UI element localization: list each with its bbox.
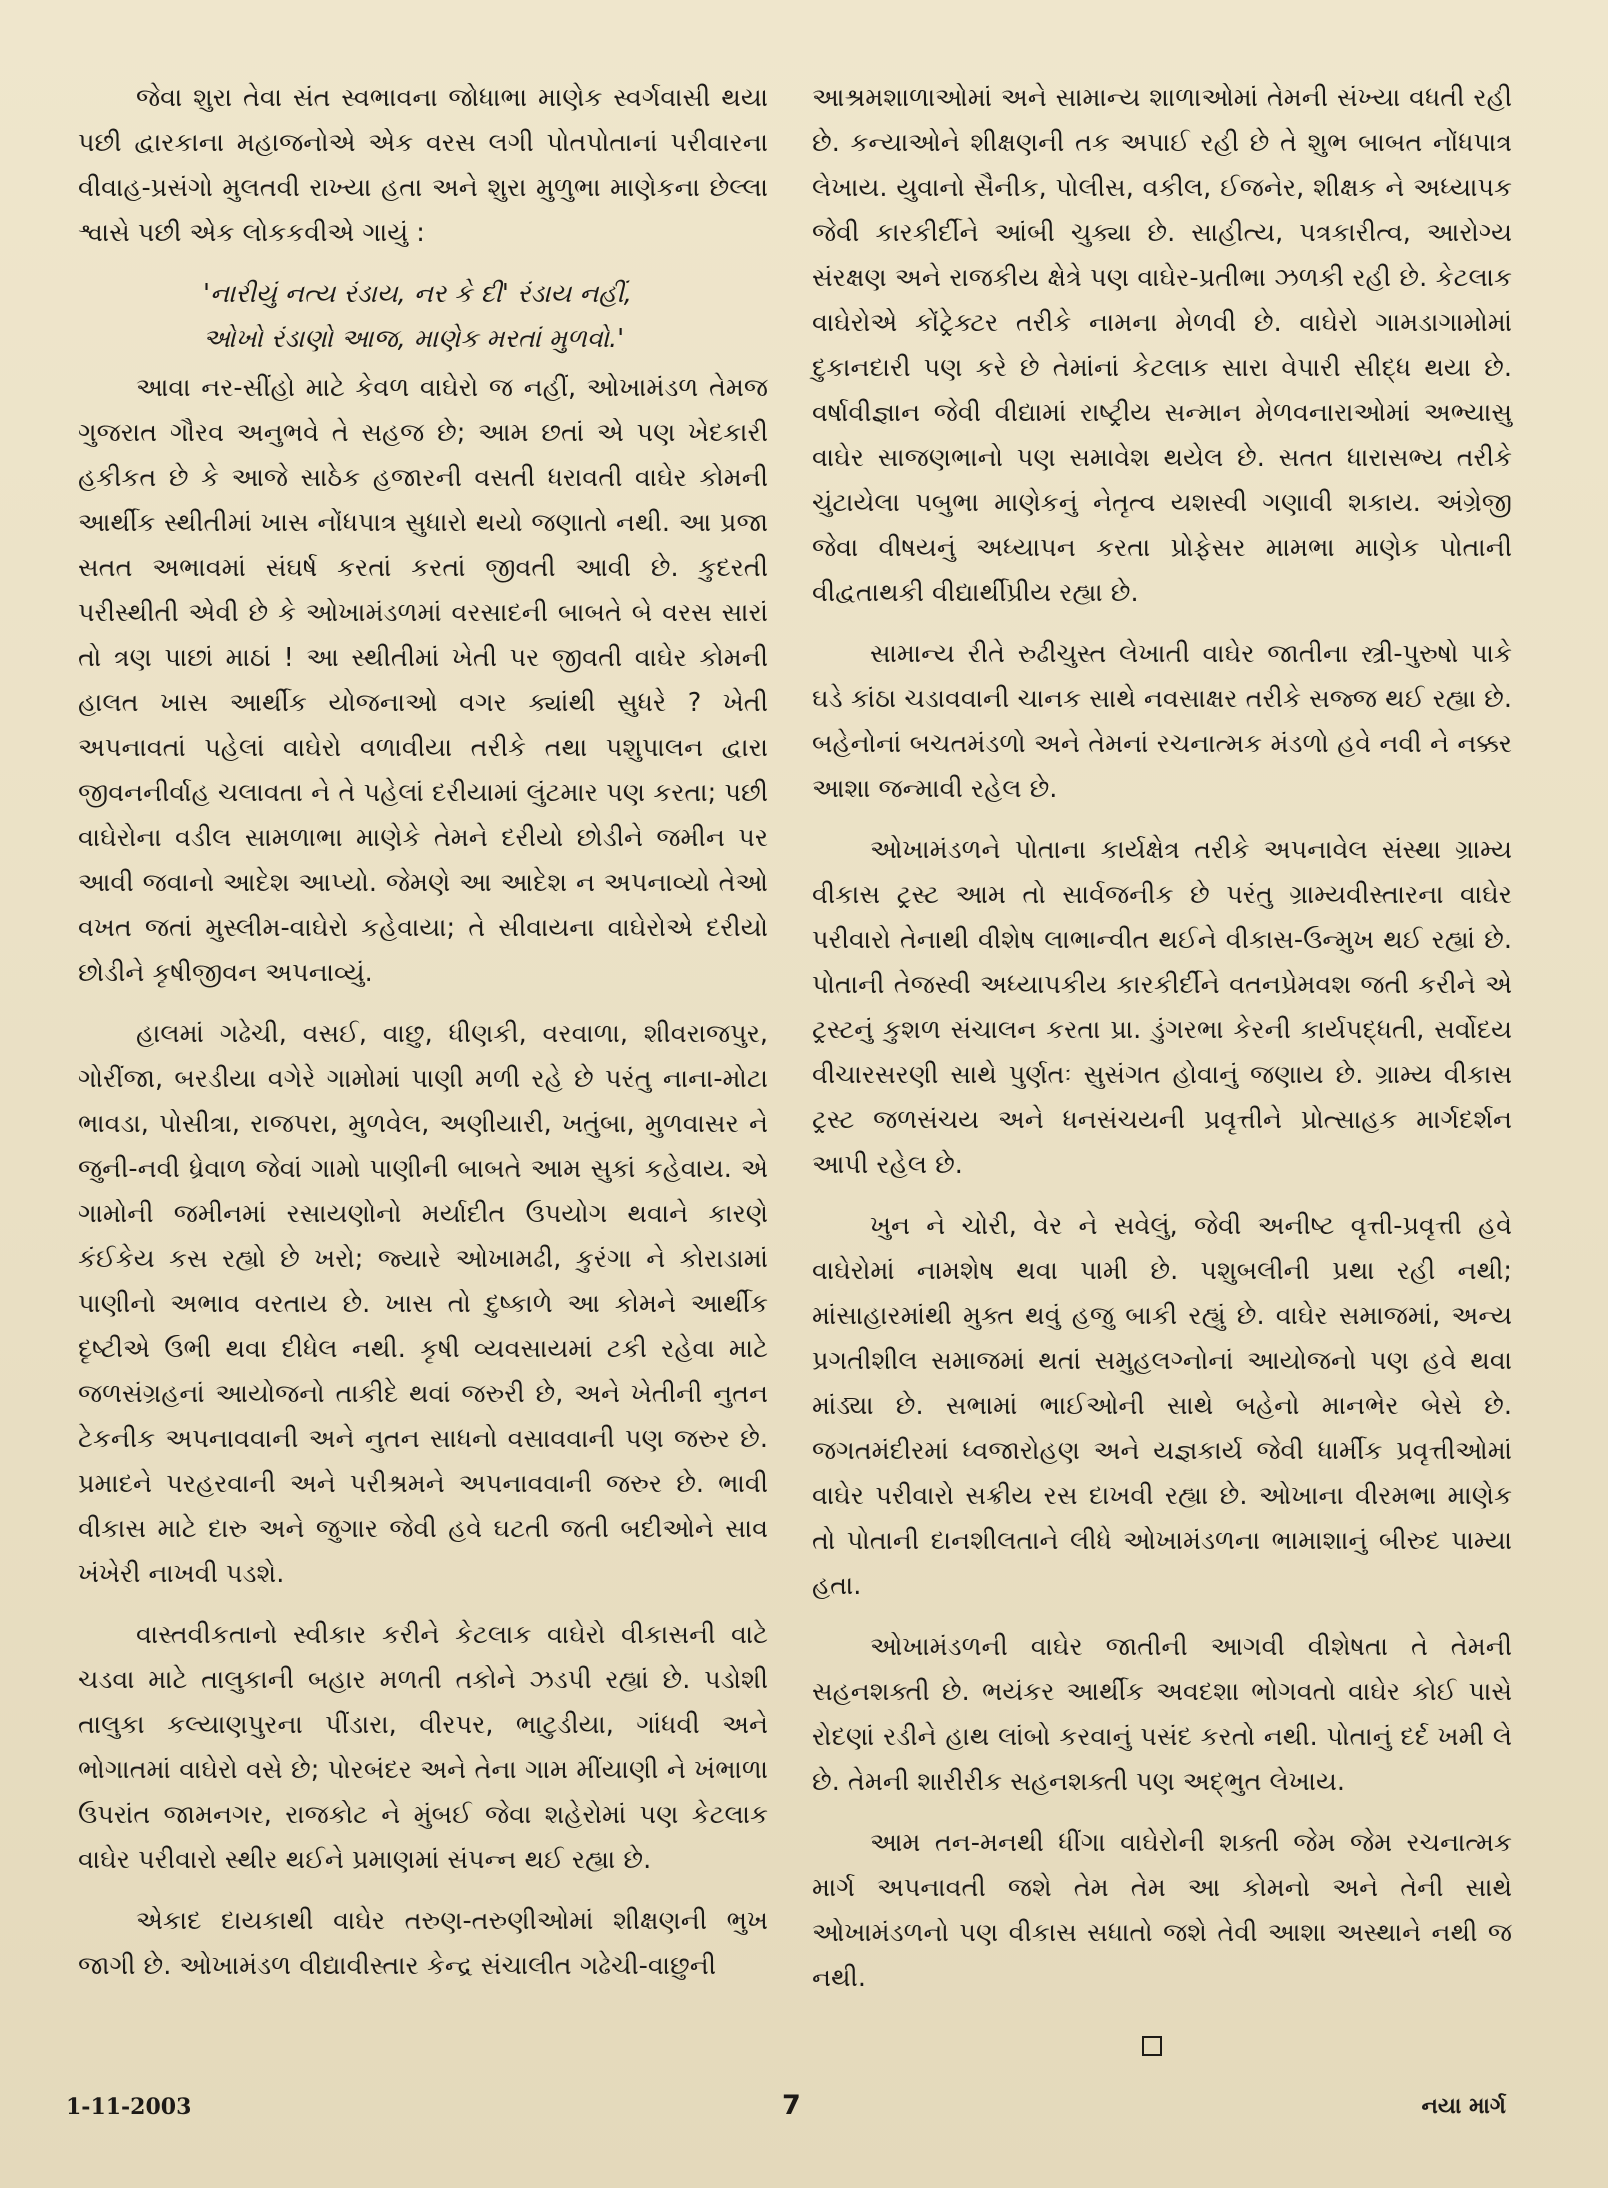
- verse-line: 'નારીયું નત્ય રંડાય, નર કે દી' રંડાય નહીં,: [203, 279, 632, 309]
- magazine-name: નયા માર્ગ: [1421, 2094, 1506, 2119]
- paragraph: જેવા શુરા તેવા સંત સ્વભાવના જોધાભા માણેક સ્વર્ગવાસી થયા પછી દ્વારકાના મહાજનોએ એક વરસ લગી પોતપોતાનાં પરીવારના વીવાહ-પ્રસંગો મુલતવી રાખ્યા હતા અને શુરા મુળુભા માણેકના છેલ્લા શ્વાસે પછી એક લોકકવીએ ગાયું :: [78, 83, 768, 248]
- paragraph: હાલમાં ગઢેચી, વસઈ, વાછુ, ધીણકી, વરવાળા, શીવરાજપુર, ગોરીંજા, બરડીયા વગેરે ગામોમાં પાણી મળી રહે છે પરંતુ નાના-મોટા ભાવડા, પોસીત્રા, રાજપરા, મુળવેલ, અણીયારી, ખતુંબા, મુળવાસર ને જુની-નવી ધ્રેવાળ જેવાં ગામો પાણીની બાબતે આમ સુકાં કહેવાય. એ ગામોની જમીનમાં રસાયણોનો મર્યાદીત ઉપયોગ થવાને કારણે કંઈકેય કસ રહ્યો છે ખરો; જ્યારે ઓખામઢી, કુરંગા ને કોરાડામાં પાણીનો અભાવ વરતાય છે. ખાસ તો દુષ્કાળે આ કોમને આર્થીક દૃષ્ટીએ ઉભી થવા દીધેલ નથી. કૃષી વ્યવસાયમાં ટકી રહેવા માટે જળસંગ્રહનાં આયોજનો તાકીદે થવાં જરુરી છે, અને ખેતીની નુતન ટેકનીક અપનાવવાની અને નુતન સાધનો વસાવવાની પણ જરુર છે. પ્રમાદને પરહરવાની અને પરીશ્રમને અપનાવવાની જરુર છે. ભાવી વીકાસ માટે દારુ અને જુગાર જેવી હવે ઘટતી જતી બદીઓને સાવ ખંખેરી નાખવી પડશે.: [78, 1019, 768, 1589]
- right-column: [812, 76, 1512, 2017]
- paragraph: સામાન્ય રીતે રુઢીચુસ્ત લેખાતી વાઘેર જાતીના સ્ત્રી-પુરુષો પાકે ઘડે કાંઠા ચડાવવાની ચાનક સાથે નવસાક્ષર તરીકે સજ્જ થઈ રહ્યા છે. બહેનોનાં બચતમંડળો અને તેમનાં રચનાત્મક મંડળો હવે નવી ને નક્કર આશા જન્માવી રહેલ છે.: [812, 639, 1512, 804]
- page-footer: [66, 2090, 1506, 2126]
- page-number: 7: [782, 2090, 801, 2121]
- issue-date: 1-11-2003: [66, 2094, 192, 2120]
- verse-line: ઓખો રંડાણો આજ, માણેક મરતાં મુળવો.': [203, 324, 625, 354]
- paragraph: એકાદ દાયકાથી વાઘેર તરુણ-તરુણીઓમાં શીક્ષણની ભુખ જાગી છે. ઓખામંડળ વીદ્યાવીસ્તાર કેન્દ્ર સંચાલીત ગઢેચી-વાછુની: [78, 1906, 768, 1981]
- paragraph: આમ તન-મનથી ધીંગા વાઘેરોની શક્તી જેમ જેમ રચનાત્મક માર્ગ અપનાવતી જશે તેમ તેમ આ કોમનો અને તેની સાથે ઓખામંડળનો પણ વીકાસ સધાતો જશે તેવી આશા અસ્થાને નથી જ નથી.: [812, 1828, 1512, 1993]
- paragraph: ખુન ને ચોરી, વેર ને સવેલું, જેવી અનીષ્ટ વૃત્તી-પ્રવૃત્તી હવે વાઘેરોમાં નામશેષ થવા પામી છે. પશુબલીની પ્રથા રહી નથી; માંસાહારમાંથી મુક્ત થવું હજુ બાકી રહ્યું છે. વાઘેર સમાજમાં, અન્ય પ્રગતીશીલ સમાજમાં થતાં સમુહલગ્નોનાં આયોજનો પણ હવે થવા માંડ્યા છે. સભામાં ભાઈઓની સાથે બહેનો માનભેર બેસે છે. જગતમંદીરમાં ધ્વજારોહણ અને યજ્ઞકાર્ય જેવી ધાર્મીક પ્રવૃત્તીઓમાં વાઘેર પરીવારો સક્રીય રસ દાખવી રહ્યા છે. ઓખાના વીરમભા માણેક તો પોતાની દાનશીલતાને લીધે ઓખામંડળના ભામાશાનું બીરુદ પામ્યા હતા.: [812, 1211, 1512, 1601]
- left-column: [78, 76, 768, 2005]
- article-end-square-icon: [1142, 2036, 1162, 2056]
- paragraph: વાસ્તવીકતાનો સ્વીકાર કરીને કેટલાક વાઘેરો વીકાસની વાટે ચડવા માટે તાલુકાની બહાર મળતી તકોને ઝડપી રહ્યાં છે. પડોશી તાલુકા કલ્યાણપુરના પીંડારા, વીરપર, ભાટુડીયા, ગાંધવી અને ભોગાતમાં વાઘેરો વસે છે; પોરબંદર અને તેના ગામ મીંયાણી ને ખંભાળા ઉપરાંત જામનગર, રાજકોટ ને મુંબઈ જેવા શહેરોમાં પણ કેટલાક વાઘેર પરીવારો સ્થીર થઈને પ્રમાણમાં સંપન્ન થઈ રહ્યા છે.: [78, 1620, 769, 1875]
- folk-verse: [78, 272, 768, 362]
- paragraph-continued: આશ્રમશાળાઓમાં અને સામાન્ય શાળાઓમાં તેમની સંખ્યા વધતી રહી છે. કન્યાઓને શીક્ષણની તક અપાઈ રહી છે તે શુભ બાબત નોંધપાત્ર લેખાય. યુવાનો સૈનીક, પોલીસ, વકીલ, ઈજનેર, શીક્ષક ને અધ્યાપક જેવી કારકીર્દીને આંબી ચુક્યા છે. સાહીત્ય, પત્રકારીત્વ, આરોગ્ય સંરક્ષણ અને રાજકીય ક્ષેત્રે પણ વાઘેર-પ્રતીભા ઝળકી રહી છે. કેટલાક વાઘેરોએ કોંટ્રેક્ટર તરીકે નામના મેળવી છે. વાઘેરો ગામડાગામોમાં દુકાનદારી પણ કરે છે તેમાંનાં કેટલાક સારા વેપારી સીદ્ધ થયા છે. વર્ષાવીજ્ઞાન જેવી વીદ્યામાં રાષ્ટ્રીય સન્માન મેળવનારાઓમાં અભ્યાસુ વાઘેર સાજણભાનો પણ સમાવેશ થયેલ છે. સતત ધારાસભ્ય તરીકે ચુંટાયેલા પબુભા માણેકનું નેતૃત્વ યશસ્વી ગણાવી શકાય. અંગ્રેજી જેવા વીષયનું અધ્યાપન કરતા પ્રોફેસર મામભા માણેક પોતાની વીદ્વતાથકી વીદ્યાર્થીપ્રીય રહ્યા છે.: [812, 83, 1512, 608]
- paragraph: ઓખામંડળની વાઘેર જાતીની આગવી વીશેષતા તે તેમની સહનશક્તી છે. ભયંકર આર્થીક અવદશા ભોગવતો વાઘેર કોઈ પાસે રોદણાં રડીને હાથ લાંબો કરવાનું પસંદ કરતો નથી. પોતાનું દર્દ ખમી લે છે. તેમની શારીરીક સહનશક્તી પણ અદ્ભુત લેખાય.: [812, 1632, 1512, 1797]
- paragraph: આવા નર-સીંહો માટે કેવળ વાઘેરો જ નહીં, ઓખામંડળ તેમજ ગુજરાત ગૌરવ અનુભવે તે સહજ છે; આમ છતાં એ પણ ખેદકારી હકીકત છે કે આજે સાઠેક હજારની વસતી ધરાવતી વાઘેર કોમની આર્થીક સ્થીતીમાં ખાસ નોંધપાત્ર સુધારો થયો જણાતો નથી. આ પ્રજા સતત અભાવમાં સંઘર્ષ કરતાં કરતાં જીવતી આવી છે. કુદરતી પરીસ્થીતી એવી છે કે ઓખામંડળમાં વરસાદની બાબતે બે વરસ સારાં તો ત્રણ પાછાં માઠાં ! આ સ્થીતીમાં ખેતી પર જીવતી વાઘેર કોમની હાલત ખાસ આર્થીક યોજનાઓ વગર ક્યાંથી સુધરે ? ખેતી અપનાવતાં પહેલાં વાઘેરો વળાવીયા તરીકે તથા પશુપાલન દ્વારા જીવનનીર્વાહ ચલાવતા ને તે પહેલાં દરીયામાં લુંટમાર પણ કરતા; પછી વાઘેરોના વડીલ સામળાભા માણેકે તેમને દરીયો છોડીને જમીન પર આવી જવાનો આદેશ આપ્યો. જેમણે આ આદેશ ન અપનાવ્યો તેઓ વખત જતાં મુસ્લીમ-વાઘેરો કહેવાયા; તે સીવાયના વાઘેરોએ દરીયો છોડીને કૃષીજીવન અપનાવ્યું.: [78, 373, 768, 988]
- paragraph: ઓખામંડળને પોતાના કાર્યક્ષેત્ર તરીકે અપનાવેલ સંસ્થા ગ્રામ્ય વીકાસ ટ્રસ્ટ આમ તો સાર્વજનીક છે પરંતુ ગ્રામ્યવીસ્તારના વાઘેર પરીવારો તેનાથી વીશેષ લાભાન્વીત થઈને વીકાસ-ઉન્મુખ થઈ રહ્યાં છે. પોતાની તેજસ્વી અધ્યાપકીય કારકીર્દીને વતનપ્રેમવશ જતી કરીને એ ટ્રસ્ટનું કુશળ સંચાલન કરતા પ્રા. ડુંગરભા કેરની કાર્યપદ્ધતી, સર્વોદય વીચારસરણી સાથે પુર્ણતઃ સુસંગત હોવાનું જણાય છે. ગ્રામ્ય વીકાસ ટ્રસ્ટ જળસંચય અને ધનસંચયની પ્રવૃત્તીને પ્રોત્સાહક માર્ગદર્શન આપી રહેલ છે.: [812, 835, 1512, 1180]
